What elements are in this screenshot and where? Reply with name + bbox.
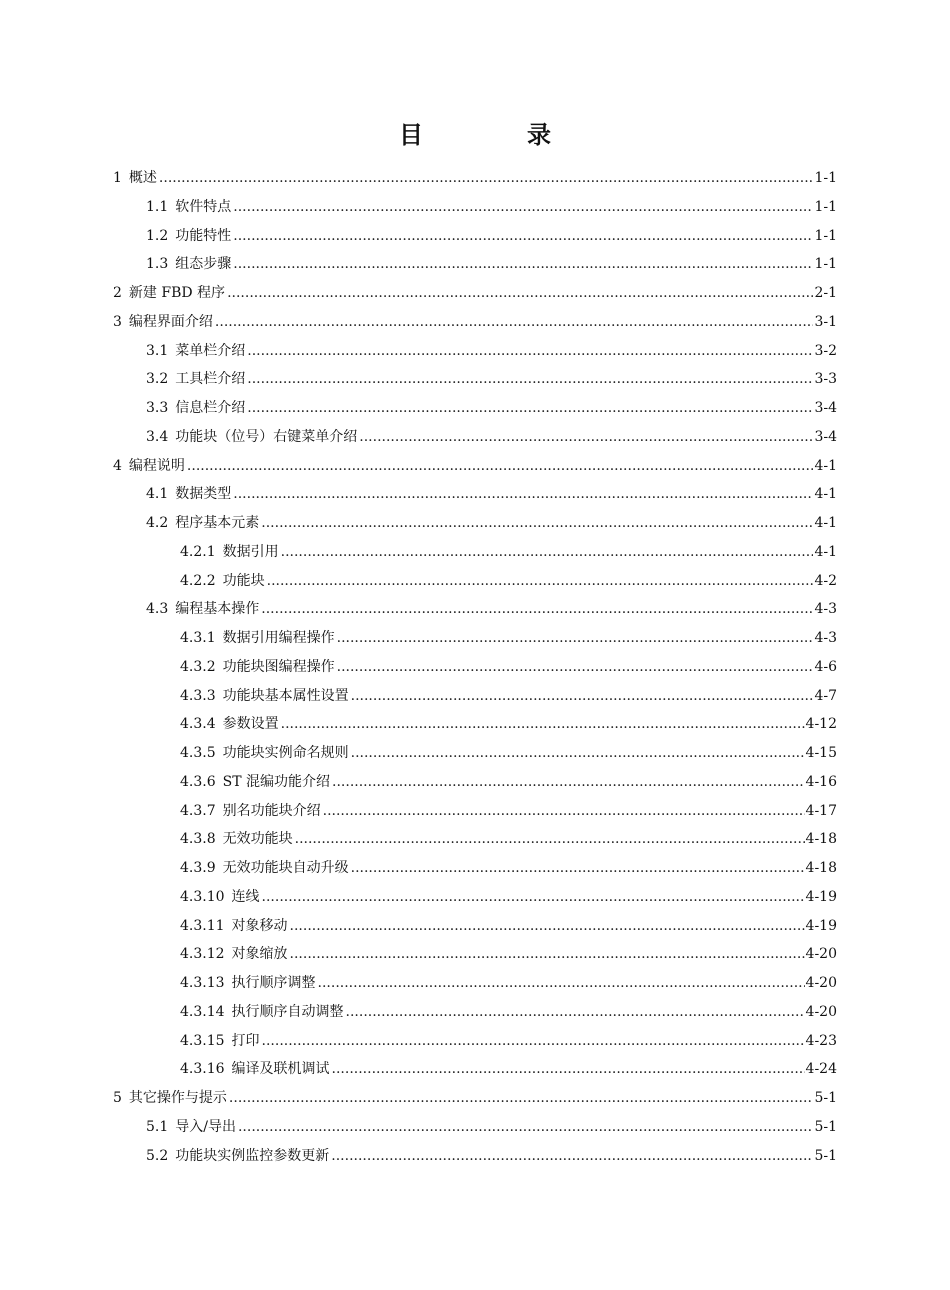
toc-entry-page: 4-17 (805, 802, 837, 819)
toc-dot-leader (337, 624, 814, 653)
toc-entry-number: 4.3.15 (180, 1032, 225, 1049)
toc-entry[interactable] (113, 595, 837, 624)
toc-entry[interactable] (113, 624, 837, 653)
toc-entry-title: 信息栏介绍 (175, 400, 246, 416)
toc-entry-number: 4.3.3 (180, 687, 216, 704)
toc-dot-leader (187, 452, 814, 481)
toc-entry[interactable] (113, 538, 837, 567)
toc-entry-title: 功能块实例命名规则 (222, 745, 349, 761)
toc-entry-title: 对象缩放 (231, 946, 288, 963)
toc-entry-page: 4-15 (805, 745, 837, 761)
toc-dot-leader (323, 797, 805, 826)
toc-entry-title: 无效功能块 (222, 831, 293, 848)
toc-entry-page: 4-12 (805, 716, 837, 733)
toc-entry-title: 连线 (231, 888, 260, 905)
toc-entry[interactable] (113, 423, 837, 452)
toc-dot-leader (159, 164, 814, 193)
toc-entry[interactable] (113, 509, 837, 538)
toc-entry-page: 4-23 (805, 1032, 837, 1049)
toc-entry-number: 4 (113, 457, 122, 474)
toc-entry[interactable] (113, 1142, 837, 1171)
toc-entry-page: 4-20 (805, 946, 837, 963)
toc-entry-title: 功能块基本属性设置 (222, 687, 349, 704)
toc-entry-title: 打印 (231, 1032, 260, 1049)
toc-entry[interactable] (113, 969, 837, 998)
toc-dot-leader (233, 193, 813, 222)
toc-entry[interactable] (113, 998, 837, 1027)
toc-entry-page: 3-4 (814, 428, 837, 445)
toc-entry-title: 工具栏介绍 (175, 371, 246, 388)
toc-entry-title: 执行顺序调整 (231, 975, 316, 991)
toc-entry-page: 4-20 (805, 1003, 837, 1020)
toc-entry[interactable] (113, 1113, 837, 1142)
toc-entry-title: 功能块图编程操作 (222, 658, 335, 675)
toc-entry-title: ST 混编功能介绍 (222, 773, 331, 790)
toc-entry-number: 4.3.2 (180, 658, 216, 675)
toc-dot-leader (261, 595, 813, 624)
toc-dot-leader (332, 1055, 805, 1084)
toc-entry-title: 功能特性 (175, 227, 232, 244)
toc-entry-title: 导入/导出 (175, 1118, 236, 1135)
toc-dot-leader (267, 567, 814, 596)
toc-entry[interactable] (113, 337, 837, 366)
toc-entry-page: 3-3 (814, 371, 837, 388)
toc-entry-number: 3.1 (146, 342, 169, 359)
toc-entry-page: 1-1 (814, 227, 837, 244)
toc-dot-leader (290, 912, 805, 941)
toc-entry-page: 3-1 (814, 313, 837, 330)
toc-dot-leader (351, 854, 805, 883)
toc-entry-title: 参数设置 (222, 716, 279, 733)
toc-entry[interactable] (113, 739, 837, 768)
toc-entry[interactable] (113, 653, 837, 682)
toc-entry-title: 执行顺序自动调整 (231, 1003, 344, 1020)
toc-entry[interactable] (113, 164, 837, 193)
toc-entry[interactable] (113, 1055, 837, 1084)
toc-entry-number: 3.2 (146, 371, 169, 388)
toc-entry-number: 4.3.5 (180, 745, 216, 761)
toc-entry-title: 组态步骤 (175, 256, 232, 273)
toc-entry-page: 4-18 (805, 831, 837, 848)
toc-entry-page: 4-1 (814, 515, 837, 531)
toc-entry-title: 新建 FBD 程序 (128, 285, 226, 301)
toc-entry[interactable] (113, 710, 837, 739)
toc-entry-number: 4.3.16 (180, 1061, 225, 1078)
toc-entry[interactable] (113, 567, 837, 596)
toc-entry-title: 数据引用编程操作 (222, 630, 335, 646)
toc-entry[interactable] (113, 308, 837, 337)
toc-entry-page: 4-7 (814, 687, 837, 704)
toc-entry-title: 编程说明 (128, 457, 185, 474)
toc-entry-number: 4.3.12 (180, 946, 225, 963)
toc-dot-leader (346, 998, 805, 1027)
toc-entry-page: 4-1 (814, 543, 837, 560)
toc-entry-page: 4-19 (805, 917, 837, 934)
toc-entry[interactable] (113, 768, 837, 797)
toc-entry-number: 4.3 (146, 601, 169, 618)
toc-entry-page: 4-20 (805, 975, 837, 991)
toc-dot-leader (233, 222, 813, 251)
toc-entry-title: 菜单栏介绍 (175, 342, 246, 359)
toc-entry-number: 4.3.14 (180, 1003, 225, 1020)
toc-entry[interactable] (113, 365, 837, 394)
toc-entry[interactable] (113, 912, 837, 941)
toc-dot-leader (262, 1027, 805, 1056)
toc-entry-title: 软件特点 (175, 198, 232, 215)
toc-entry-title: 别名功能块介绍 (222, 802, 321, 819)
toc-dot-leader (281, 710, 805, 739)
toc-dot-leader (215, 308, 814, 337)
toc-entry-number: 4.3.13 (180, 975, 225, 991)
toc-dot-leader (295, 825, 805, 854)
toc-entry-number: 1 (113, 170, 122, 186)
toc-entry-title: 数据类型 (175, 486, 232, 503)
toc-entry-number: 4.3.8 (180, 831, 216, 848)
toc-entry-page: 5-1 (814, 1147, 837, 1164)
toc-entry[interactable] (113, 825, 837, 854)
toc-entry-number: 5 (113, 1090, 122, 1106)
toc-entry-title: 功能块（位号）右键菜单介绍 (175, 428, 358, 445)
toc-entry-number: 1.2 (146, 227, 169, 244)
toc-entry-page: 4-1 (814, 486, 837, 503)
toc-entry-number: 4.2.2 (180, 572, 216, 589)
toc-dot-leader (261, 509, 813, 538)
toc-entry[interactable] (113, 480, 837, 509)
toc-entry-title: 对象移动 (231, 917, 288, 934)
toc-entry-title: 编译及联机调试 (231, 1061, 330, 1078)
toc-dot-leader (337, 653, 814, 682)
toc-entry[interactable] (113, 1084, 837, 1113)
toc-dot-leader (238, 1113, 813, 1142)
toc-entry-page: 4-6 (814, 658, 837, 675)
toc-entry-title: 无效功能块自动升级 (222, 860, 349, 876)
toc-entry-number: 5.2 (146, 1147, 169, 1164)
toc-dot-leader (229, 1084, 814, 1113)
toc-entry-page: 1-1 (814, 198, 837, 215)
toc-dot-leader (262, 883, 805, 912)
toc-entry-number: 1.3 (146, 256, 169, 273)
toc-entry-page: 3-2 (814, 342, 837, 359)
toc-entry[interactable] (113, 394, 837, 423)
toc-entry[interactable] (113, 222, 837, 251)
toc-dot-leader (332, 768, 805, 797)
toc-dot-leader (281, 538, 814, 567)
toc-entry[interactable] (113, 1027, 837, 1056)
toc-entry-page: 1-1 (814, 170, 837, 186)
toc-entry-title: 功能块 (222, 572, 265, 589)
toc-entry-title: 功能块实例监控参数更新 (175, 1147, 330, 1164)
toc-entry-page: 4-16 (805, 773, 837, 790)
toc-entry-title: 概述 (128, 170, 157, 186)
toc-entry-number: 2 (113, 285, 122, 301)
toc-entry-number: 3 (113, 313, 122, 330)
toc-entry[interactable] (113, 250, 837, 279)
toc-entry-number: 3.3 (146, 400, 169, 416)
toc-entry-number: 3.4 (146, 428, 169, 445)
toc-dot-leader (351, 682, 814, 711)
toc-entry-page: 4-2 (814, 572, 837, 589)
toc-entry-title: 数据引用 (222, 543, 279, 560)
toc-entry-number: 4.3.11 (180, 917, 225, 934)
toc-entry-number: 4.3.1 (180, 630, 216, 646)
toc-entry-page: 4-1 (814, 457, 837, 474)
toc-entry-number: 4.3.6 (180, 773, 216, 790)
toc-entry[interactable] (113, 883, 837, 912)
toc-entry[interactable] (113, 193, 837, 222)
toc-entry[interactable] (113, 682, 837, 711)
toc-dot-leader (331, 1142, 813, 1171)
toc-entry[interactable] (113, 452, 837, 481)
toc-entry-number: 4.3.9 (180, 860, 216, 876)
toc-dot-leader (247, 394, 813, 423)
toc-entry-page: 3-4 (814, 400, 837, 416)
toc-entry-page: 2-1 (814, 285, 837, 301)
toc-dot-leader (318, 969, 805, 998)
toc-entry[interactable] (113, 940, 837, 969)
toc-entry-title: 其它操作与提示 (128, 1090, 227, 1106)
toc-entry-number: 5.1 (146, 1118, 169, 1135)
toc-dot-leader (227, 279, 813, 308)
toc-dot-leader (247, 337, 813, 366)
toc-dot-leader (247, 365, 813, 394)
toc-entry-page: 5-1 (814, 1118, 837, 1135)
toc-entry[interactable] (113, 854, 837, 883)
toc-entry-number: 4.3.10 (180, 888, 225, 905)
toc-entry-number: 4.2 (146, 515, 169, 531)
toc-entry-page: 4-18 (805, 860, 837, 876)
toc-entry-number: 4.3.7 (180, 802, 216, 819)
toc-dot-leader (351, 739, 805, 768)
toc-entry-page: 4-3 (814, 630, 837, 646)
toc-entry[interactable] (113, 797, 837, 826)
page-title: 目 录 (399, 120, 591, 149)
toc-entry-number: 4.1 (146, 486, 169, 503)
table-of-contents (113, 164, 837, 1170)
toc-entry-title: 程序基本元素 (175, 515, 260, 531)
toc-entry-page: 4-3 (814, 601, 837, 618)
toc-entry-page: 5-1 (814, 1090, 837, 1106)
toc-entry-number: 4.2.1 (180, 543, 216, 560)
toc-entry-number: 1.1 (146, 198, 169, 215)
toc-entry-title: 编程界面介绍 (128, 313, 213, 330)
toc-dot-leader (233, 480, 813, 509)
toc-entry-title: 编程基本操作 (175, 601, 260, 618)
toc-dot-leader (359, 423, 813, 452)
toc-entry-page: 4-19 (805, 888, 837, 905)
toc-dot-leader (290, 940, 805, 969)
toc-entry[interactable] (113, 279, 837, 308)
toc-dot-leader (233, 250, 813, 279)
toc-entry-page: 4-24 (805, 1061, 837, 1078)
toc-entry-page: 1-1 (814, 256, 837, 273)
toc-entry-number: 4.3.4 (180, 716, 216, 733)
